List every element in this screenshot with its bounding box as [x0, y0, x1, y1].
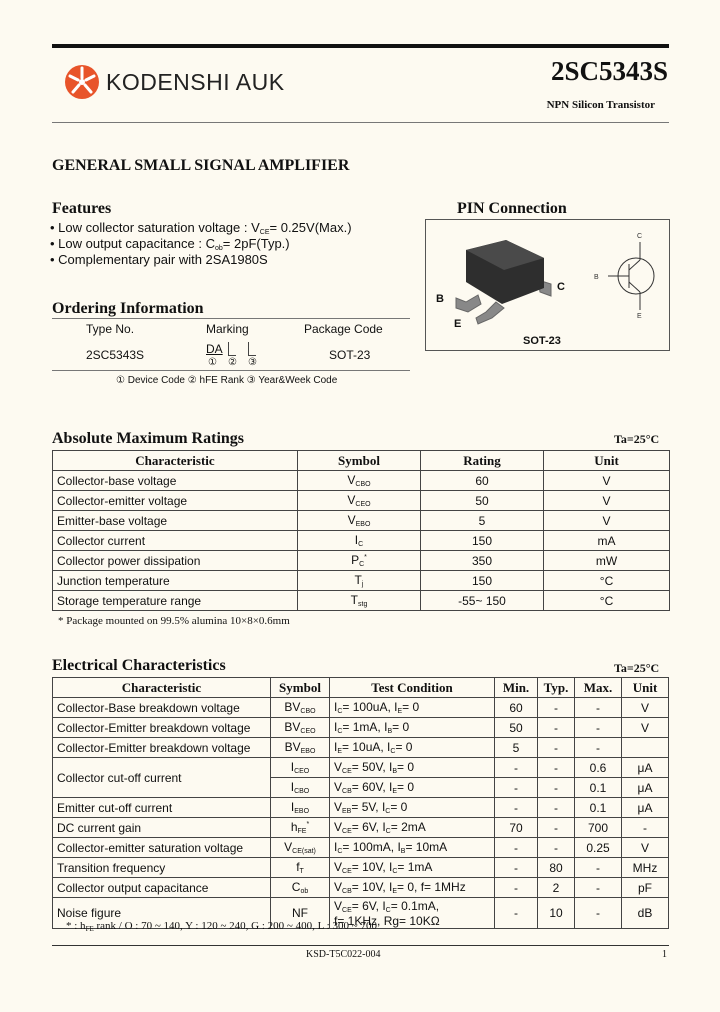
- characteristic-cell: Collector-emitter saturation voltage: [53, 838, 271, 858]
- elec-row: [53, 818, 669, 838]
- pin-diagram: [425, 219, 670, 351]
- characteristic-cell: Emitter cut-off current: [53, 798, 271, 818]
- ordering-package: SOT-23: [329, 348, 371, 362]
- symbol-cell: $V_{CBO}$: [298, 471, 421, 491]
- symbol-cell: $T_j$: [298, 571, 421, 591]
- characteristic-cell: Collector power dissipation: [53, 551, 298, 571]
- abs-col-symbol: Symbol: [298, 451, 421, 471]
- condition-cell: $V_{CE}= 10V$, $I_C= 1mA$: [330, 858, 495, 878]
- abs-max-row: [53, 551, 670, 571]
- max-cell: -: [575, 878, 622, 898]
- pin-connection-title: PIN Connection: [457, 200, 567, 217]
- abs-max-note: * Package mounted on 99.5% alumina 10×8×0.6mm: [58, 615, 290, 627]
- feature-item: • Low collector saturation voltage : $V_{CE}= 0.25V(Max.)$: [50, 220, 352, 236]
- elec-col-symbol: Symbol: [271, 678, 330, 698]
- symbol-cell: $I_{CEO}$: [271, 758, 330, 778]
- unit-cell: °C: [544, 571, 670, 591]
- min-cell: 5: [495, 738, 538, 758]
- ordering-marking: DA: [206, 342, 223, 356]
- min-cell: -: [495, 798, 538, 818]
- characteristic-cell: Emitter-base voltage: [53, 511, 298, 531]
- characteristic-cell: Noise figure: [53, 898, 271, 929]
- symbol-cell: $I_{EBO}$: [271, 798, 330, 818]
- max-cell: -: [575, 738, 622, 758]
- elec-condition: Ta=25°C: [614, 661, 660, 675]
- unit-cell: μA: [622, 798, 669, 818]
- marking-rank-tick: [228, 342, 229, 355]
- page-title: GENERAL SMALL SIGNAL AMPLIFIER: [52, 157, 350, 174]
- rating-cell: 150: [421, 531, 544, 551]
- features-title: Features: [52, 200, 112, 217]
- elec-col-min: Min.: [495, 678, 538, 698]
- symbol-cell: $I_{CBO}$: [271, 778, 330, 798]
- characteristic-cell: Storage temperature range: [53, 591, 298, 611]
- max-cell: -: [575, 698, 622, 718]
- rating-cell: 60: [421, 471, 544, 491]
- characteristic-cell: Collector-Emitter breakdown voltage: [53, 718, 271, 738]
- characteristic-cell: Collector-base voltage: [53, 471, 298, 491]
- pin-label-b: B: [436, 293, 444, 305]
- condition-cell: $I_C= 100uA$, $I_E= 0$: [330, 698, 495, 718]
- symbol-cell: $h_{FE}^*$: [271, 818, 330, 838]
- unit-cell: V: [544, 511, 670, 531]
- characteristic-cell: Junction temperature: [53, 571, 298, 591]
- unit-cell: V: [544, 471, 670, 491]
- max-cell: -: [575, 718, 622, 738]
- abs-col-rating: Rating: [421, 451, 544, 471]
- elec-row: [53, 758, 669, 778]
- mark-num-3: ③: [248, 357, 257, 368]
- elec-col-max: Max.: [575, 678, 622, 698]
- header-divider: [52, 122, 669, 123]
- min-cell: -: [495, 898, 538, 929]
- unit-cell: mW: [544, 551, 670, 571]
- elec-col-characteristic: Characteristic: [53, 678, 271, 698]
- package-label: SOT-23: [523, 335, 561, 347]
- min-cell: -: [495, 758, 538, 778]
- unit-cell: μA: [622, 758, 669, 778]
- symbol-cell: $C_{ob}$: [271, 878, 330, 898]
- min-cell: 60: [495, 698, 538, 718]
- ordering-header-type: Type No.: [86, 322, 135, 336]
- elec-col-condition: Test Condition: [330, 678, 495, 698]
- rating-cell: 5: [421, 511, 544, 531]
- symbol-cell: $P_C^*$: [298, 551, 421, 571]
- rating-cell: 150: [421, 571, 544, 591]
- abs-max-condition: Ta=25°C: [614, 432, 660, 446]
- elec-title: Electrical Characteristics: [52, 657, 226, 674]
- symbol-cell: $V_{EBO}$: [298, 511, 421, 531]
- pin-label-c: C: [557, 281, 565, 293]
- unit-cell: MHz: [622, 858, 669, 878]
- elec-row: [53, 698, 669, 718]
- unit-cell: V: [622, 698, 669, 718]
- elec-header-row: [53, 678, 669, 698]
- unit-cell: mA: [544, 531, 670, 551]
- marking-week-line: [248, 355, 256, 356]
- unit-cell: V: [544, 491, 670, 511]
- characteristic-cell: DC current gain: [53, 818, 271, 838]
- symbol-cell: $V_{CE(sat)}$: [271, 838, 330, 858]
- unit-cell: °C: [544, 591, 670, 611]
- symbol-label-c: C: [637, 233, 643, 240]
- ordering-header-marking: Marking: [206, 322, 249, 336]
- typ-cell: 2: [538, 878, 575, 898]
- typ-cell: -: [538, 758, 575, 778]
- elec-note: * : $h_{FE}$ rank / O : 70 ~ 140, Y : 120 ~ 240, G : 200 ~ 400, L : 300 ~ 700: [66, 920, 377, 933]
- condition-cell: $I_E= 10uA$, $I_C= 0$: [330, 738, 495, 758]
- typ-cell: -: [538, 838, 575, 858]
- part-subtitle: NPN Silicon Transistor: [546, 99, 655, 111]
- ordering-rule-bottom: [52, 370, 410, 371]
- typ-cell: -: [538, 698, 575, 718]
- min-cell: 50: [495, 718, 538, 738]
- abs-col-characteristic: Characteristic: [53, 451, 298, 471]
- unit-cell: V: [622, 838, 669, 858]
- rating-cell: 50: [421, 491, 544, 511]
- min-cell: -: [495, 858, 538, 878]
- elec-row: [53, 798, 669, 818]
- top-rule: [52, 44, 669, 48]
- mark-num-2: ②: [228, 357, 237, 368]
- condition-cell: $V_{CE}= 6V$, $I_C= 0.1mA$, f= 1KHz, Rg= 10KΩ: [330, 898, 495, 929]
- elec-col-typ: Typ.: [538, 678, 575, 698]
- elec-col-unit: Unit: [622, 678, 669, 698]
- unit-cell: pF: [622, 878, 669, 898]
- pin-label-e: E: [454, 318, 462, 330]
- min-cell: -: [495, 778, 538, 798]
- abs-max-row: [53, 491, 670, 511]
- condition-cell: $V_{CE}= 6V$, $I_C= 2mA$: [330, 818, 495, 838]
- feature-item: • Low output capacitance : $C_{ob}= 2pF(Typ.)$: [50, 236, 290, 252]
- symbol-cell: $T_{stg}$: [298, 591, 421, 611]
- max-cell: 700: [575, 818, 622, 838]
- abs-max-row: [53, 471, 670, 491]
- abs-max-table: [52, 450, 670, 611]
- max-cell: 0.6: [575, 758, 622, 778]
- condition-cell: $I_C= 100mA$, $I_B= 10mA$: [330, 838, 495, 858]
- characteristic-cell: Collector-Base breakdown voltage: [53, 698, 271, 718]
- ordering-type-no: 2SC5343S: [86, 348, 145, 362]
- elec-row: [53, 858, 669, 878]
- symbol-label-b: B: [594, 274, 599, 281]
- symbol-cell: $f_T$: [271, 858, 330, 878]
- max-cell: 0.25: [575, 838, 622, 858]
- elec-row: [53, 718, 669, 738]
- abs-max-title: Absolute Maximum Ratings: [52, 430, 245, 447]
- abs-max-header-row: [53, 451, 670, 471]
- symbol-cell: $BV_{CEO}$: [271, 718, 330, 738]
- condition-cell: $V_{CB}= 60V$, $I_E= 0$: [330, 778, 495, 798]
- characteristic-cell: Collector cut-off current: [53, 758, 271, 798]
- typ-cell: 10: [538, 898, 575, 929]
- typ-cell: -: [538, 738, 575, 758]
- doc-number: KSD-T5C022-004: [306, 949, 381, 960]
- typ-cell: 80: [538, 858, 575, 878]
- symbol-label-e: E: [637, 313, 642, 320]
- unit-cell: [622, 738, 669, 758]
- elec-row: [53, 878, 669, 898]
- company-logo: [64, 64, 285, 100]
- symbol-cell: NF: [271, 898, 330, 929]
- npn-transistor-symbol-icon: [608, 242, 654, 310]
- mark-num-1: ①: [208, 357, 217, 368]
- max-cell: -: [575, 858, 622, 878]
- symbol-cell: $I_C$: [298, 531, 421, 551]
- abs-max-row: [53, 531, 670, 551]
- max-cell: 0.1: [575, 778, 622, 798]
- min-cell: 70: [495, 818, 538, 838]
- part-number: 2SC5343S: [550, 56, 668, 86]
- condition-cell: $I_C= 1mA$, $I_B= 0$: [330, 718, 495, 738]
- abs-max-row: [53, 591, 670, 611]
- page-number: 1: [662, 949, 667, 960]
- characteristic-cell: Collector-emitter voltage: [53, 491, 298, 511]
- footer-rule: [52, 945, 669, 946]
- unit-cell: -: [622, 818, 669, 838]
- symbol-cell: $V_{CEO}$: [298, 491, 421, 511]
- ordering-title: Ordering Information: [52, 300, 204, 317]
- elec-table: [52, 677, 669, 929]
- ordering-note: ① Device Code ② hFE Rank ③ Year&Week Code: [116, 375, 338, 386]
- feature-item: • Complementary pair with 2SA1980S: [50, 252, 268, 267]
- typ-cell: -: [538, 718, 575, 738]
- condition-cell: $V_{EB}= 5V$, $I_C= 0$: [330, 798, 495, 818]
- min-cell: -: [495, 838, 538, 858]
- abs-max-row: [53, 511, 670, 531]
- symbol-cell: $BV_{CBO}$: [271, 698, 330, 718]
- kodenshi-logo-icon: [64, 64, 100, 100]
- condition-cell: $V_{CB}= 10V$, $I_E= 0$, f= 1MHz: [330, 878, 495, 898]
- unit-cell: μA: [622, 778, 669, 798]
- characteristic-cell: Collector current: [53, 531, 298, 551]
- characteristic-cell: Collector-Emitter breakdown voltage: [53, 738, 271, 758]
- min-cell: -: [495, 878, 538, 898]
- unit-cell: dB: [622, 898, 669, 929]
- condition-cell: $V_{CE}= 50V$, $I_B= 0$: [330, 758, 495, 778]
- marking-rank-line: [228, 355, 236, 356]
- sot23-package-diagram: [426, 220, 669, 350]
- characteristic-cell: Transition frequency: [53, 858, 271, 878]
- typ-cell: -: [538, 798, 575, 818]
- unit-cell: V: [622, 718, 669, 738]
- company-name: KODENSHI AUK: [106, 68, 285, 95]
- abs-col-unit: Unit: [544, 451, 670, 471]
- rating-cell: 350: [421, 551, 544, 571]
- ordering-rule-top: [52, 318, 410, 319]
- characteristic-cell: Collector output capacitance: [53, 878, 271, 898]
- abs-max-row: [53, 571, 670, 591]
- ordering-header-package: Package Code: [304, 322, 383, 336]
- max-cell: -: [575, 898, 622, 929]
- typ-cell: -: [538, 778, 575, 798]
- marking-week-tick: [248, 342, 249, 355]
- elec-row: [53, 738, 669, 758]
- symbol-cell: $BV_{EBO}$: [271, 738, 330, 758]
- max-cell: 0.1: [575, 798, 622, 818]
- rating-cell: -55~ 150: [421, 591, 544, 611]
- typ-cell: -: [538, 818, 575, 838]
- elec-row: [53, 838, 669, 858]
